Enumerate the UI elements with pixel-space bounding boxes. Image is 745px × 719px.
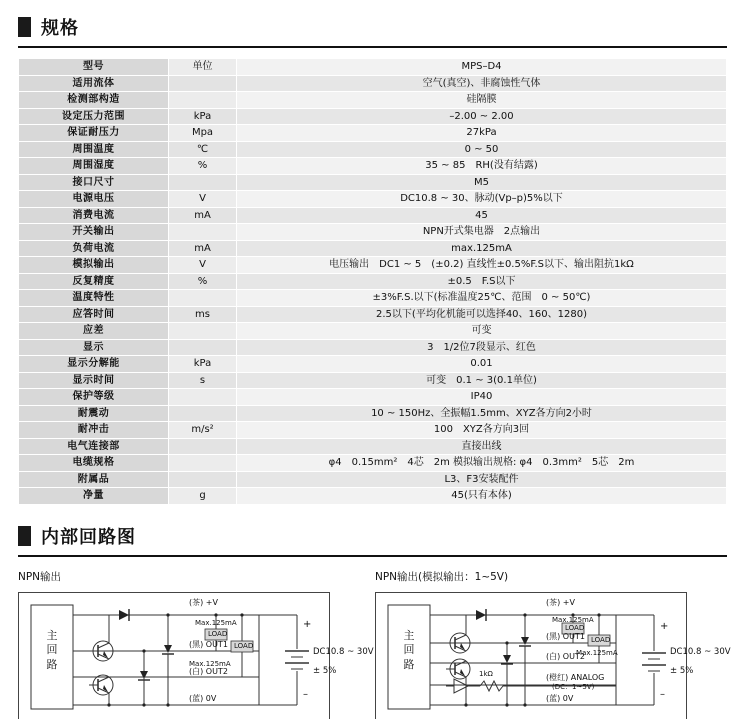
circuit-diagrams [0,569,745,719]
spec-row-unit [169,92,237,109]
spec-row-unit [169,389,237,406]
spec-row-name: 应答时间 [19,306,169,323]
spec-row-unit [169,339,237,356]
spec-row-value: 3 1/2位7段显示、红色 [237,339,727,356]
circuit-2-label-zero: (蓝) 0V [546,693,574,703]
spec-row-name: 附属品 [19,471,169,488]
table-row [19,356,727,373]
spec-row-unit [169,174,237,191]
spec-row-value: M5 [237,174,727,191]
circuit-1-label-vplus: (茶) +V [189,597,218,607]
spec-row-unit [169,455,237,472]
spec-row-name: 净量 [19,488,169,505]
spec-row-unit [169,323,237,340]
table-row [19,257,727,274]
circuit-section-header [0,523,745,549]
spec-row-value: ±0.5 F.S以下 [237,273,727,290]
spec-row-name: 型号 [19,59,169,76]
table-row [19,207,727,224]
spec-row-unit: m/s² [169,422,237,439]
circuit-1-minus-sign: – [303,688,308,700]
spec-row-value: 空气(真空)、非腐蚀性气体 [237,75,727,92]
table-row [19,339,727,356]
table-row [19,389,727,406]
circuit-2-label-analog: (橙红) ANALOG [546,672,605,682]
spec-row-name: 显示时间 [19,372,169,389]
spec-row-name: 负荷电流 [19,240,169,257]
spec-row-unit: V [169,191,237,208]
spec-row-name: 反复精度 [19,273,169,290]
circuit-divider [18,555,727,557]
table-row [19,455,727,472]
table-row [19,323,727,340]
spec-row-name: 温度特性 [19,290,169,307]
spec-row-value: 0.01 [237,356,727,373]
page-title: 规格 [41,18,79,39]
table-row [19,372,727,389]
spec-row-unit [169,290,237,307]
spec-row-value: 直接出线 [237,438,727,455]
spec-row-unit: Mpa [169,125,237,142]
spec-row-name: 耐冲击 [19,422,169,439]
spec-row-unit: kPa [169,356,237,373]
spec-row-value: 10 ~ 150Hz、全振幅1.5mm、XYZ各方向2小时 [237,405,727,422]
circuit-1-load-2: LOAD [234,641,254,650]
table-row [19,405,727,422]
table-row [19,141,727,158]
table-row [19,422,727,439]
spec-row-name: 开关输出 [19,224,169,241]
spec-row-value: 可变 0.1 ~ 3(0.1单位) [237,372,727,389]
table-row [19,488,727,505]
table-row [19,471,727,488]
table-row [19,108,727,125]
spec-row-unit: ms [169,306,237,323]
spec-row-name: 保证耐压力 [19,125,169,142]
spec-row-unit: 单位 [169,59,237,76]
circuit-npn-analog-output [375,569,730,719]
spec-table-wrapper [0,48,745,505]
spec-row-name: 周围湿度 [19,158,169,175]
circuit-2-load-2: LOAD [591,635,611,644]
spec-row-unit: s [169,372,237,389]
circuit-2-resistor-value: 1kΩ [479,669,493,678]
spec-row-value: 45 [237,207,727,224]
spec-row-unit: % [169,273,237,290]
spec-row-unit [169,438,237,455]
spec-row-name: 周围温度 [19,141,169,158]
spec-row-name: 接口尺寸 [19,174,169,191]
spec-row-value: 可变 [237,323,727,340]
spec-row-value: DC10.8 ~ 30、脉动(Vp–p)5%以下 [237,191,727,208]
circuit-2-label-max2: Max.125mA [576,648,618,657]
spec-row-unit: V [169,257,237,274]
spec-row-name: 耐震动 [19,405,169,422]
section-marker-icon [18,17,31,37]
circuit-2-title: NPN输出(模拟输出：1~5V) [375,570,509,583]
spec-row-value: 2.5以下(平均化机能可以选择40、160、1280) [237,306,727,323]
spec-row-name: 应差 [19,323,169,340]
circuit-2-supply-voltage: DC10.8 ~ 30V [670,646,731,657]
spec-row-name: 电缆规格 [19,455,169,472]
circuit-2-minus-sign: – [660,688,665,700]
table-row [19,240,727,257]
table-row [19,438,727,455]
spec-row-name: 保护等级 [19,389,169,406]
table-row [19,158,727,175]
circuit-2-label-max1: Max.125mA [552,615,594,624]
circuit-2-load-1: LOAD [565,623,585,632]
table-row [19,75,727,92]
spec-row-value: 硅隔膜 [237,92,727,109]
circuit-npn-output [18,569,374,719]
spec-row-value: 0 ~ 50 [237,141,727,158]
circuit-2-label-vplus: (茶) +V [546,597,575,607]
circuit-1-title: NPN输出 [18,570,62,583]
circuit-2-plus-sign: + [660,620,669,632]
spec-row-value: –2.00 ~ 2.00 [237,108,727,125]
circuit-title: 内部回路图 [41,526,136,548]
spec-row-value: 35 ~ 85 RH(没有结露) [237,158,727,175]
spec-table [18,58,727,505]
spec-row-unit: ℃ [169,141,237,158]
circuit-2-label-out2: (白) OUT2 [546,651,585,661]
section-marker-icon [18,526,31,546]
circuit-1-label-max2: Max.125mA [189,659,231,668]
spec-row-unit [169,471,237,488]
spec-row-value: IP40 [237,389,727,406]
spec-row-name: 电源电压 [19,191,169,208]
spec-row-name: 适用流体 [19,75,169,92]
table-row [19,273,727,290]
spec-row-name: 消费电流 [19,207,169,224]
spec-row-unit [169,405,237,422]
circuit-2-box [375,592,687,719]
spec-row-value: 电压输出 DC1 ~ 5 (±0.2) 直线性±0.5%F.S以下、输出阻抗1kΩ [237,257,727,274]
circuit-1-main-block-label: 主 回 路 [46,628,58,672]
circuit-1-load-1: LOAD [208,629,228,638]
spec-row-name: 显示分解能 [19,356,169,373]
spec-row-value: max.125mA [237,240,727,257]
circuit-1-label-out1: (黑) OUT1 [189,639,228,649]
circuit-1-label-max1: Max.125mA [195,618,237,627]
spec-row-value: 100 XYZ各方向3回 [237,422,727,439]
spec-section-header [0,0,745,40]
spec-row-value: φ4 0.15mm² 4芯 2m 模拟输出规格: φ4 0.3mm² 5芯 2m [237,455,727,472]
table-row [19,191,727,208]
circuit-2-label-analog-range: (DC：1~5V) [552,682,595,691]
table-row [19,290,727,307]
spec-row-unit [169,224,237,241]
spec-row-value: 45(只有本体) [237,488,727,505]
circuit-2-main-block-label: 主 回 路 [403,628,415,672]
spec-row-unit: mA [169,240,237,257]
spec-row-unit: kPa [169,108,237,125]
circuit-1-plus-sign: + [303,618,312,630]
table-row [19,59,727,76]
spec-row-value: 27kPa [237,125,727,142]
spec-row-unit: mA [169,207,237,224]
spec-row-value: MPS–D4 [237,59,727,76]
circuit-1-label-zero: (蓝) 0V [189,693,217,703]
spec-row-name: 检测部构造 [19,92,169,109]
spec-row-unit [169,75,237,92]
table-row [19,92,727,109]
table-row [19,174,727,191]
spec-row-unit: g [169,488,237,505]
spec-row-name: 模拟输出 [19,257,169,274]
table-row [19,224,727,241]
circuit-2-supply-tolerance: ± 5% [670,665,694,676]
circuit-1-label-out2: (白) OUT2 [189,666,228,676]
spec-row-value: NPN开式集电器 2点输出 [237,224,727,241]
spec-row-value: L3、F3安装配件 [237,471,727,488]
spec-row-name: 显示 [19,339,169,356]
table-row [19,125,727,142]
circuit-1-supply-voltage: DC10.8 ~ 30V [313,646,374,657]
circuit-1-supply-tolerance: ± 5% [313,665,337,676]
spec-row-name: 电气连接部 [19,438,169,455]
table-row [19,306,727,323]
circuit-2-label-out1: (黑) OUT1 [546,631,585,641]
spec-row-unit: % [169,158,237,175]
spec-row-value: ±3%F.S.以下(标准温度25℃、范围 0 ~ 50℃) [237,290,727,307]
spec-row-name: 设定压力范围 [19,108,169,125]
circuit-1-box [18,592,330,719]
